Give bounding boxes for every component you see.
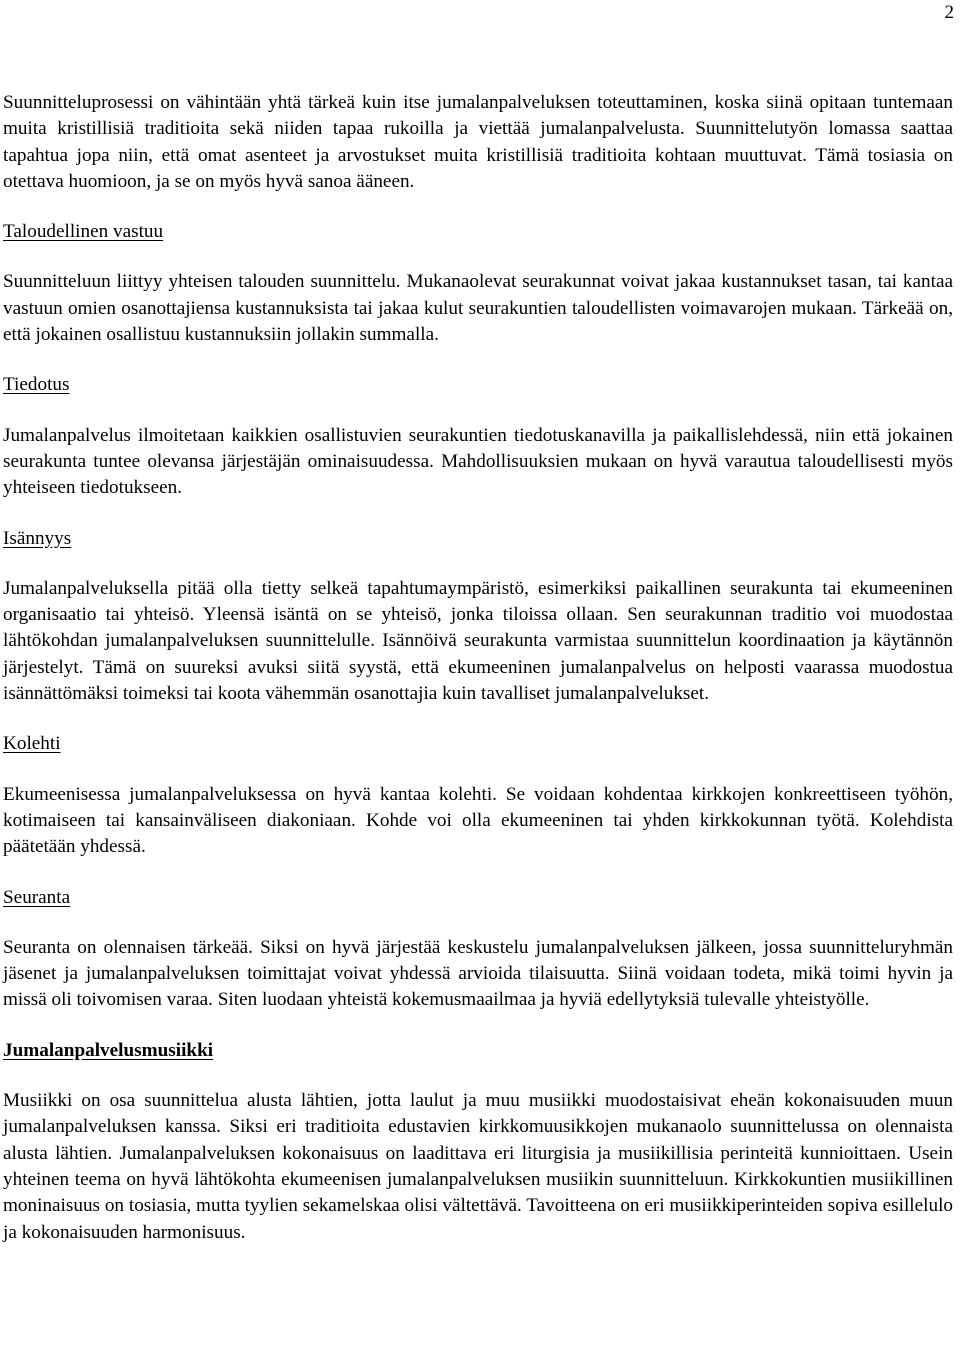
document-body	[3, 90, 953, 1270]
section-heading-taloudellinen-vastuu: Taloudellinen vastuu	[3, 221, 164, 243]
section-heading-seuranta: Seuranta	[3, 886, 71, 908]
section-heading-kolehti: Kolehti	[3, 733, 61, 755]
kolehti-paragraph: Ekumeenisessa jumalanpalveluksessa on hyvä kantaa kolehti. Se voidaan kohdentaa kirkkojen konkreettiseen työhön, kotimaiseen tai kansainväliseen diakoniaan. Kohde voi olla ekumeeninen tai yhden kirkkokunnan työtä. Kolehdista päätetään yhdessä.	[3, 783, 953, 858]
section-heading-jumalanpalvelusmusiikki: Jumalanpalvelusmusiikki	[3, 1039, 214, 1061]
seuranta-paragraph: Seuranta on olennaisen tärkeää. Siksi on hyvä järjestää keskustelu jumalanpalveluksen jälkeen, jossa suunnitteluryhmän jäsenet ja jumalanpalveluksen toimittajat voivat yhdessä arvioida tilaisuutta. Siinä voidaan todeta, mikä toimi hyvin ja missä oli toivomisen varaa. Siten luodaan yhteistä kokemusmaailmaa ja hyviä edellytyksiä tulevalle yhteistyölle.	[3, 936, 953, 1011]
section-heading-tiedotus: Tiedotus	[3, 374, 70, 396]
isannyys-paragraph: Jumalanpalveluksella pitää olla tietty selkeä tapahtumaympäristö, esimerkiksi paikallinen seurakunta tai ekumeeninen organisaatio tai yhteisö. Yleensä isäntä on se yhteisö, jonka tiloissa ollaan. Sen seurakunnan traditio voi muodostaa lähtökohdan jumalanpalveluksen suunnittelulle. Isännöivä seurakunta varmistaa suunnittelun koordinaation ja käytännön järjestelyt. Tämä on suureksi avuksi siitä syystä, että ekumeeninen jumalanpalvelus on helposti vaarassa muodostua isännättömäksi toimeksi tai koota vähemmän osanottajia kuin tavalliset jumalanpalvelukset.	[3, 577, 953, 705]
section-heading-isannyys: Isännyys	[3, 527, 72, 549]
tiedotus-paragraph: Jumalanpalvelus ilmoitetaan kaikkien osallistuvien seurakuntien tiedotuskanavilla ja paikallislehdessä, niin että jokainen seurakunta tuntee olevansa järjestäjän ominaisuudessa. Mahdollisuuksien mukaan on hyvä varautua taloudellisesti myös yhteiseen tiedotukseen.	[3, 424, 953, 499]
intro-paragraph: Suunnitteluprosessi on vähintään yhtä tärkeä kuin itse jumalanpalveluksen toteuttaminen, koska siinä opitaan tuntemaan muita kristillisiä traditioita sekä niiden tapaa rukoilla ja viettää jumalanpalvelusta. Suunnittelutyön lomassa saattaa tapahtua jopa niin, että omat asenteet ja arvostukset muita kristillisiä traditioita kohtaan muuttuvat. Tämä tosiasia on otettava huomioon, ja se on myös hyvä sanoa ääneen.	[3, 92, 953, 192]
page-number: 2	[944, 2, 954, 23]
musiikki-paragraph: Musiikki on osa suunnittelua alusta lähtien, jotta laulut ja muu musiikki muodostaisivat eheän kokonaisuuden muun jumalanpalveluksen kanssa. Siksi eri traditioita edustavien kirkkomuusikkojen mukanaolo suunnittelussa on olennaista alusta lähtien. Jumalanpalveluksen kokonaisuus on laadittava eri liturgisia ja musiikillisia perinteitä kunnioittaen. Usein yhteinen teema on hyvä lähtökohta ekumeenisen jumalanpalveluksen musiikin suunnitteluun. Kirkkokuntien musiikillinen moninaisuus on tosiasia, mutta tyylien sekamelskaa olisi vältettävä. Tavoitteena on eri musiikkiperinteiden sopiva esillelulo ja kokonaisuuden harmonisuus.	[3, 1090, 953, 1243]
talous-paragraph: Suunnitteluun liittyy yhteisen talouden suunnittelu. Mukanaolevat seurakunnat voivat jakaa kustannukset tasan, tai kantaa vastuun omien osanottajiensa kustannuksista tai jakaa kulut seurakuntien taloudellisten voimavarojen mukaan. Tärkeää on, että jokainen osallistuu kustannuksiin jollakin summalla.	[3, 271, 953, 346]
